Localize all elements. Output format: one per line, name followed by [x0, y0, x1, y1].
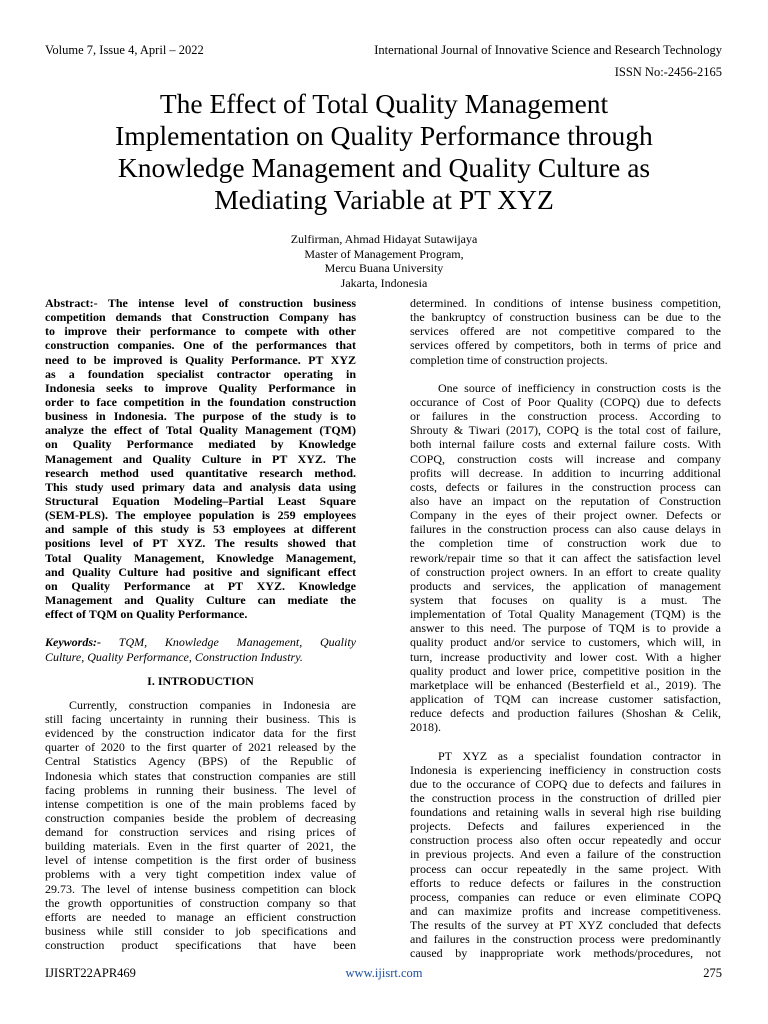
body-line: system that focuses on quality is a must. The	[410, 592, 721, 607]
body-line: demand for construction services and rising prices of	[45, 825, 356, 840]
author-location: Jakarta, Indonesia	[340, 275, 428, 290]
author-block	[0, 232, 768, 290]
header-volume: Volume 7, Issue 4, April – 2022	[45, 43, 204, 57]
body-line: 29.73. The level of intense business competition can block	[45, 881, 356, 896]
body-line: reduce defects and production failures (Shoshan & Celik,	[410, 706, 721, 721]
body-line: and can maximize profits and increase competitiveness.	[410, 904, 721, 919]
body-line: also have an impact on the reputation of Construction	[410, 493, 721, 508]
keywords-line	[45, 635, 356, 649]
body-line: marketplace will be enhanced (Besterfield et al., 2019). The	[410, 677, 721, 692]
body-line: intense competition is one of the main problems faced by	[45, 796, 356, 811]
title-line: Knowledge Management and Quality Culture as	[117, 152, 651, 183]
abstract-line: order to face competition in the foundation construction	[45, 394, 356, 409]
keywords-label: Keywords:-	[45, 635, 101, 650]
title-line: Implementation on Quality Performance through	[115, 120, 653, 151]
abstract-line: positions level of PT XYZ. The results showed that	[45, 536, 356, 551]
body-line: profits will decrease. In addition to incurring additional	[410, 465, 721, 480]
abstract	[45, 296, 356, 621]
body-line: services offered are not competitive compared to the	[410, 324, 721, 339]
title-line: The Effect of Total Quality Management	[159, 88, 609, 119]
header-journal: International Journal of Innovative Science and Research Technology	[374, 43, 722, 57]
body-line: process can occur repeatedly in the same project. With	[410, 861, 721, 876]
abstract-line: construction companies. One of the performances that	[45, 338, 356, 353]
body-line: answer to this need. The purpose of TQM is to provide a	[410, 621, 721, 636]
body-line: One source of inefficiency in construction costs is the	[438, 380, 721, 395]
paragraph	[410, 749, 721, 961]
body-line: level of intense competition is the first order of business	[45, 853, 356, 868]
body-line: efforts to reduce defects or failures in the construction	[410, 875, 721, 890]
body-line: projects. Defects and failures experienced in the	[410, 819, 721, 834]
body-line: 2018).	[410, 720, 441, 735]
keywords	[45, 635, 356, 663]
abstract-line: need to be improved is Quality Performance. PT XYZ	[45, 352, 356, 367]
author-program: Master of Management Program,	[304, 246, 464, 261]
abstract-line: analyze the effect of Total Quality Management (TQM)	[45, 423, 356, 438]
body-line: products and services, the application of management	[410, 578, 721, 593]
abstract-line: Management and Quality Culture in PT XYZ. The	[45, 451, 356, 466]
paper-title	[40, 88, 728, 216]
abstract-line: This study used primary data and analysis data using	[45, 479, 356, 494]
author-university: Mercu Buana University	[324, 261, 444, 276]
left-column	[45, 296, 356, 952]
abstract-line: business in Indonesia. The purpose of the study is to	[45, 409, 356, 424]
body-line: the bankruptcy of construction business can be due to the	[410, 310, 721, 325]
right-column	[410, 296, 721, 961]
abstract-line: to improve their performance to compete with other	[45, 324, 356, 339]
abstract-line: Structural Equation Modeling–Partial Least Square	[45, 493, 356, 508]
abstract-line: as a foundation specialist contractor operating in	[45, 366, 356, 381]
abstract-line: Management and Quality Culture can mediate the	[45, 592, 356, 607]
abstract-line: effect of TQM on Quality Performance.	[45, 607, 248, 622]
body-line: of construction project owners. In an effort to create quality	[410, 564, 721, 579]
body-line: construction product specifications that have been	[45, 938, 356, 953]
abstract-line: Abstract:- The intense level of construction business	[45, 296, 356, 310]
body-line: completion time of construction projects.	[410, 352, 608, 367]
body-line: Currently, construction companies in Indonesia are	[69, 697, 356, 712]
body-line: or failures in the construction process. According to	[410, 409, 721, 424]
abstract-line: competition demands that Construction Company has	[45, 310, 356, 325]
body-line: rework/repair time so that it can affect the satisfaction level	[410, 550, 721, 565]
body-line: services offered by competitors, both in terms of price and	[410, 338, 721, 353]
body-line: application of TQM can increase customer satisfaction,	[410, 691, 721, 706]
body-line: and failures in the construction process were predominantly	[410, 932, 721, 947]
body-line: The results of the survey at PT XYZ concluded that defects	[410, 918, 721, 933]
section-heading-introduction: I. INTRODUCTION	[147, 673, 254, 688]
title-line: Mediating Variable at PT XYZ	[214, 184, 554, 215]
body-line: caused by inappropriate work methods/procedures, not	[410, 946, 721, 961]
body-line: efforts are needed to manage an efficient construction	[45, 909, 356, 924]
abstract-line: research method used quantitative research method.	[45, 465, 356, 480]
header-issn: ISSN No:-2456-2165	[614, 65, 722, 79]
body-line: the growth opportunities of construction company so that	[45, 895, 356, 910]
body-line: quality product and/or service to customers, which will, in	[410, 635, 721, 650]
body-line: both internal failure costs and external failure costs. With	[410, 437, 721, 452]
body-line: building materials. Even in the first quarter of 2021, the	[45, 839, 356, 854]
abstract-line: (SEM-PLS). The employee population is 259 employees	[45, 508, 356, 523]
body-line: quality product and lower price, competitive position in the	[410, 663, 721, 678]
abstract-line: and Quality Culture had positive and significant effect	[45, 564, 356, 579]
body-line: costs, defects or failures in the construction process can	[410, 479, 721, 494]
body-line: Indonesia is experiencing inefficiency in construction costs	[410, 762, 721, 777]
body-line: the construction process in the construction of drilled pier	[410, 790, 721, 805]
author-names: Zulfirman, Ahmad Hidayat Sutawijaya	[290, 232, 478, 246]
abstract-line: on Quality Performance at PT XYZ. Knowledge	[45, 578, 356, 593]
body-line: foundations and retaining walls in several high rise building	[410, 805, 721, 820]
body-line: turn, increase productivity and lower cost. With a higher	[410, 649, 721, 664]
footer-url-link[interactable]: www.ijisrt.com	[345, 966, 423, 980]
body-line: Company in the eyes of their project owner. Defects or	[410, 508, 721, 523]
body-line: in previous projects. And even a failure of the construction	[410, 847, 721, 862]
body-line: due to the occurance of COPQ due to defects and failures in	[410, 776, 721, 791]
page-number: 275	[703, 966, 722, 980]
body-line: Shrouty & Tiwari (2017), COPQ is the total cost of failure,	[410, 423, 721, 438]
keywords-line: Culture, Quality Performance, Construction Industry.	[45, 649, 303, 664]
body-line: facing problems in running their business. The level of	[45, 782, 356, 797]
body-line: Central Statistics Agency (BPS) of the Republic of	[45, 754, 356, 769]
body-line: Indonesia which states that construction companies are still	[45, 768, 356, 783]
body-line: COPQ, construction costs will increase and company	[410, 451, 721, 466]
body-line: evidenced by the construction indicator data for the first	[45, 726, 356, 741]
body-line: implementation of Total Quality Management (TQM) is the	[410, 607, 721, 622]
footer-code: IJISRT22APR469	[45, 966, 136, 980]
body-line: failures in the construction process can also cause delays in	[410, 522, 721, 537]
body-line: construction process also often occur repeatedly and occur	[410, 833, 721, 848]
body-line: construction companies beside the problem of decreasing	[45, 810, 356, 825]
abstract-line: Total Quality Management, Knowledge Management,	[45, 550, 356, 565]
body-line: business while still consider to job specifications and	[45, 924, 356, 939]
keywords-list: TQM, Knowledge Management, Quality	[118, 635, 356, 650]
body-line: the completion time of construction work due to	[410, 536, 721, 551]
body-line: occurance of Cost of Poor Quality (COPQ) due to defects	[410, 394, 721, 409]
paragraph	[410, 296, 721, 367]
body-line: process, companies can reduce or even eliminate COPQ	[410, 889, 721, 904]
abstract-line: Indonesia seeks to improve Quality Performance in	[45, 380, 356, 395]
paragraph	[410, 381, 721, 735]
body-line: still facing uncertainty in running their business. This is	[45, 711, 356, 726]
body-line: problems with a very tight competition index value of	[45, 867, 356, 882]
abstract-line: on Quality Performance mediated by Knowledge	[45, 437, 356, 452]
body-line: PT XYZ as a specialist foundation contractor in	[438, 748, 721, 763]
intro-paragraph	[45, 698, 356, 953]
abstract-line: and sample of this study is 53 employees at different	[45, 522, 356, 537]
body-line: quarter of 2020 to the first quarter of 2021 released by the	[45, 740, 356, 755]
body-line: determined. In conditions of intense business competition,	[410, 296, 721, 310]
